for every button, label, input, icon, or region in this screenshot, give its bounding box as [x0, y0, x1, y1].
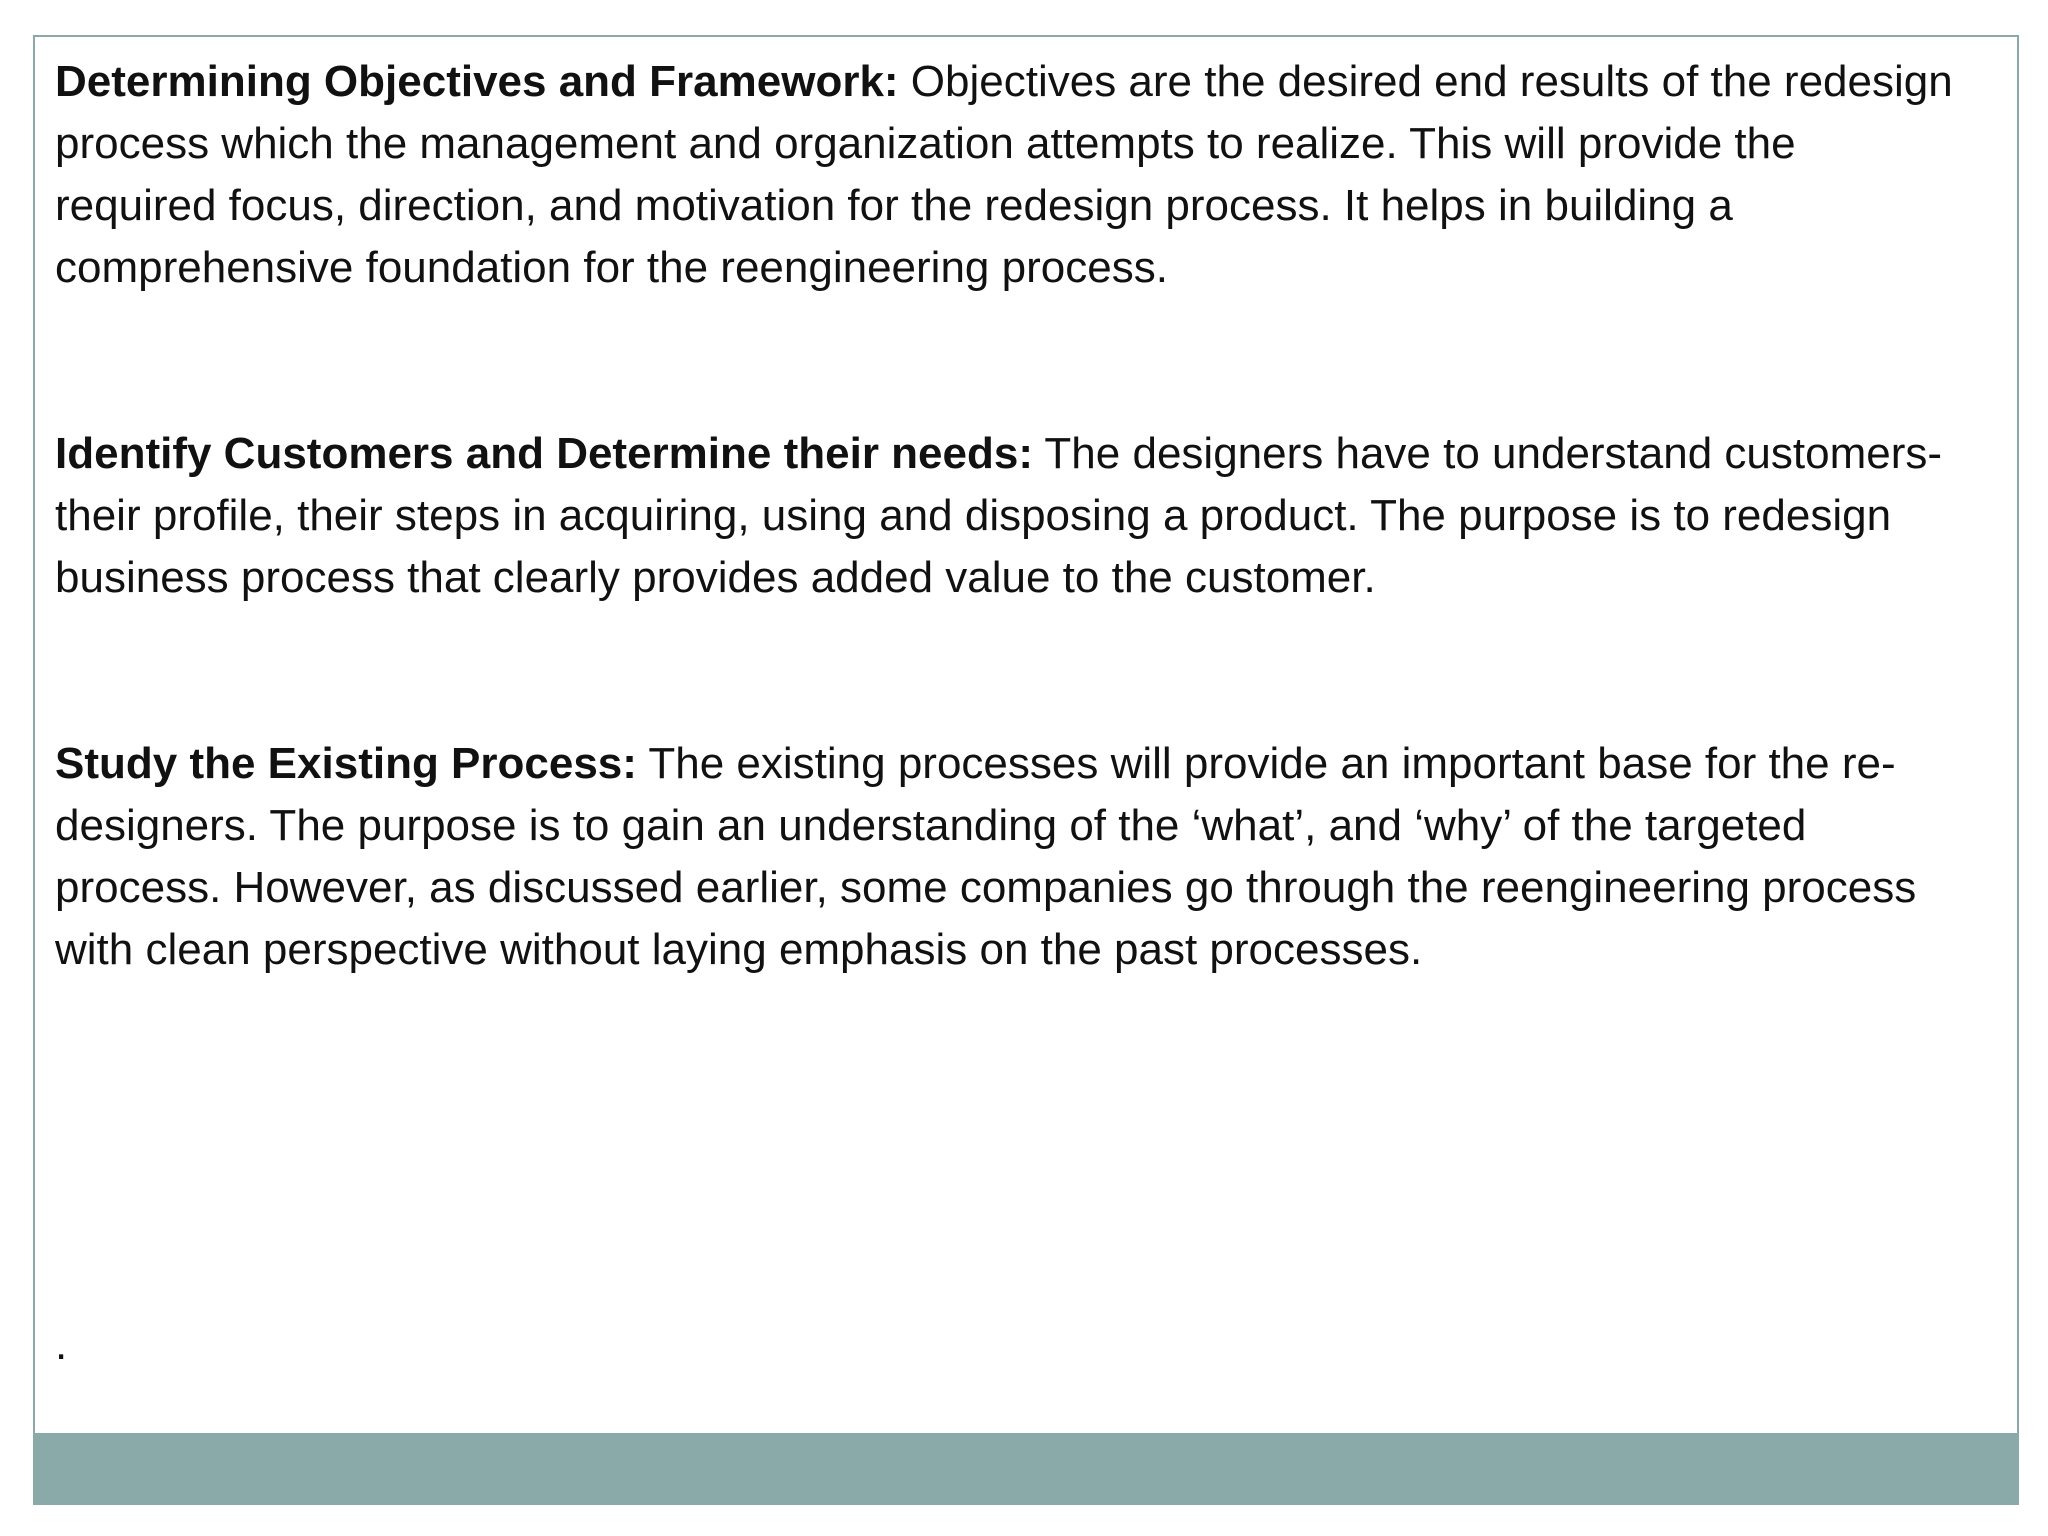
paragraph-body: The existing processes will provide an important base for the re-designers. The purpose is to gain an understanding of the ‘what’, and ‘why’ of the targeted process. However, as discussed earlier, some companies go through the reengineering process with clean perspective without laying emphasis on the past processes.	[55, 739, 1917, 974]
slide-content	[55, 51, 1955, 981]
slide-frame	[33, 35, 2019, 1505]
footer-band	[35, 1433, 2017, 1503]
paragraph-existing-process	[55, 733, 1955, 981]
paragraph-body: The designers have to understand customers- their profile, their steps in acquiring, using and disposing a product. The purpose is to redesign business process that clearly provides added value to the customer.	[55, 429, 1943, 602]
paragraph-body: Objectives are the desired end results of the redesign process which the management and organization attempts to realize. This will provide the required focus, direction, and motivation for the redesign process. It helps in building a comprehensive foundation for the reengineering process.	[55, 57, 1953, 292]
paragraph-customers	[55, 423, 1955, 609]
trailing-text: .	[55, 1320, 68, 1369]
paragraph-objectives	[55, 51, 1955, 299]
paragraph-heading: Determining Objectives and Framework:	[55, 57, 899, 106]
paragraph-heading: Study the Existing Process:	[55, 739, 637, 788]
paragraph-heading: Identify Customers and Determine their needs:	[55, 429, 1033, 478]
